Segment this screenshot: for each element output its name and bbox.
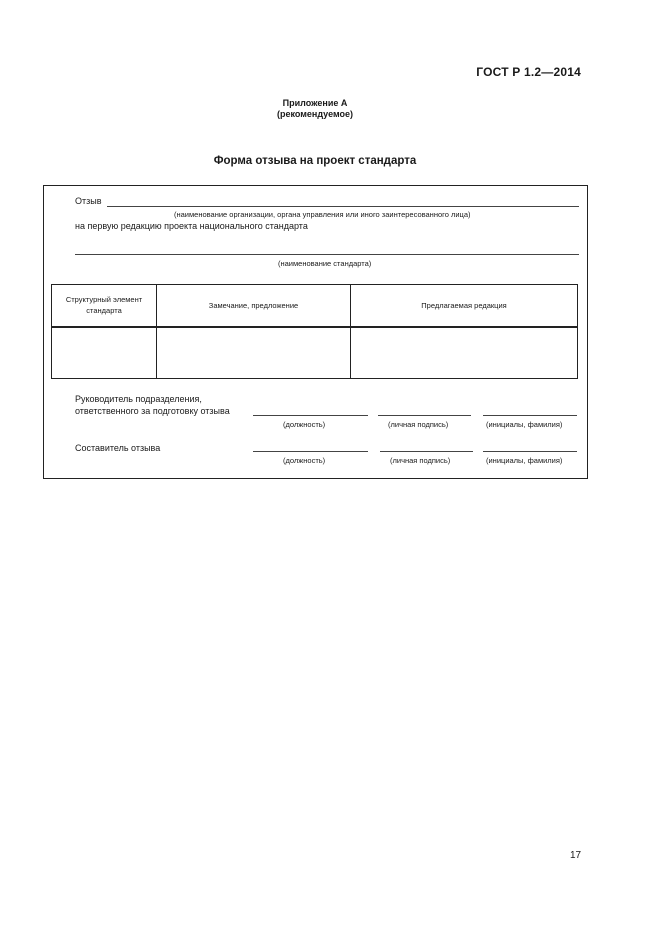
- draft-standard-text: на первую редакцию проекта национального стандарта: [75, 221, 308, 231]
- responsible-for-review-label: ответственного за подготовку отзыва: [75, 406, 230, 416]
- position-caption: (должность): [283, 456, 326, 465]
- signature-caption: (личная подпись): [390, 456, 451, 465]
- form-title: Форма отзыва на проект стандарта: [213, 155, 417, 167]
- signature-caption: (личная подпись): [388, 420, 449, 429]
- head-name-line[interactable]: [483, 415, 577, 416]
- table-cell-structural-element[interactable]: [53, 329, 155, 377]
- compiler-label: Составитель отзыва: [75, 443, 161, 453]
- name-caption: (инициалы, фамилия): [486, 420, 563, 429]
- compiler-position-line[interactable]: [253, 451, 368, 452]
- column-header-proposed-edition: Предлагаемая редакция: [421, 301, 507, 310]
- organization-caption: (наименование организации, органа управления или иного заинтересованного лица): [174, 210, 471, 219]
- position-caption: (должность): [283, 420, 326, 429]
- review-label: Отзыв: [75, 196, 102, 206]
- table-cell-proposed-edition[interactable]: [351, 329, 577, 377]
- head-position-line[interactable]: [253, 415, 368, 416]
- remarks-table: [51, 284, 578, 379]
- organization-name-line[interactable]: [107, 206, 579, 207]
- head-signature-line[interactable]: [378, 415, 471, 416]
- table-cell-remark[interactable]: [157, 329, 349, 377]
- page-number: 17: [570, 850, 582, 861]
- annex-subtitle: (рекомендуемое): [277, 109, 353, 119]
- table-header-rule: [52, 326, 577, 328]
- standard-name-line[interactable]: [75, 254, 579, 255]
- standard-caption: (наименование стандарта): [278, 259, 372, 268]
- column-header-remark: Замечание, предложение: [208, 301, 299, 310]
- head-of-department-label: Руководитель подразделения,: [75, 394, 202, 404]
- name-caption: (инициалы, фамилия): [486, 456, 563, 465]
- compiler-name-line[interactable]: [483, 451, 577, 452]
- compiler-signature-line[interactable]: [380, 451, 473, 452]
- column-header-structural-element: Структурный элемент стандарта: [65, 295, 143, 315]
- document-code: ГОСТ Р 1.2—2014: [476, 65, 581, 79]
- annex-title: Приложение А: [282, 98, 348, 108]
